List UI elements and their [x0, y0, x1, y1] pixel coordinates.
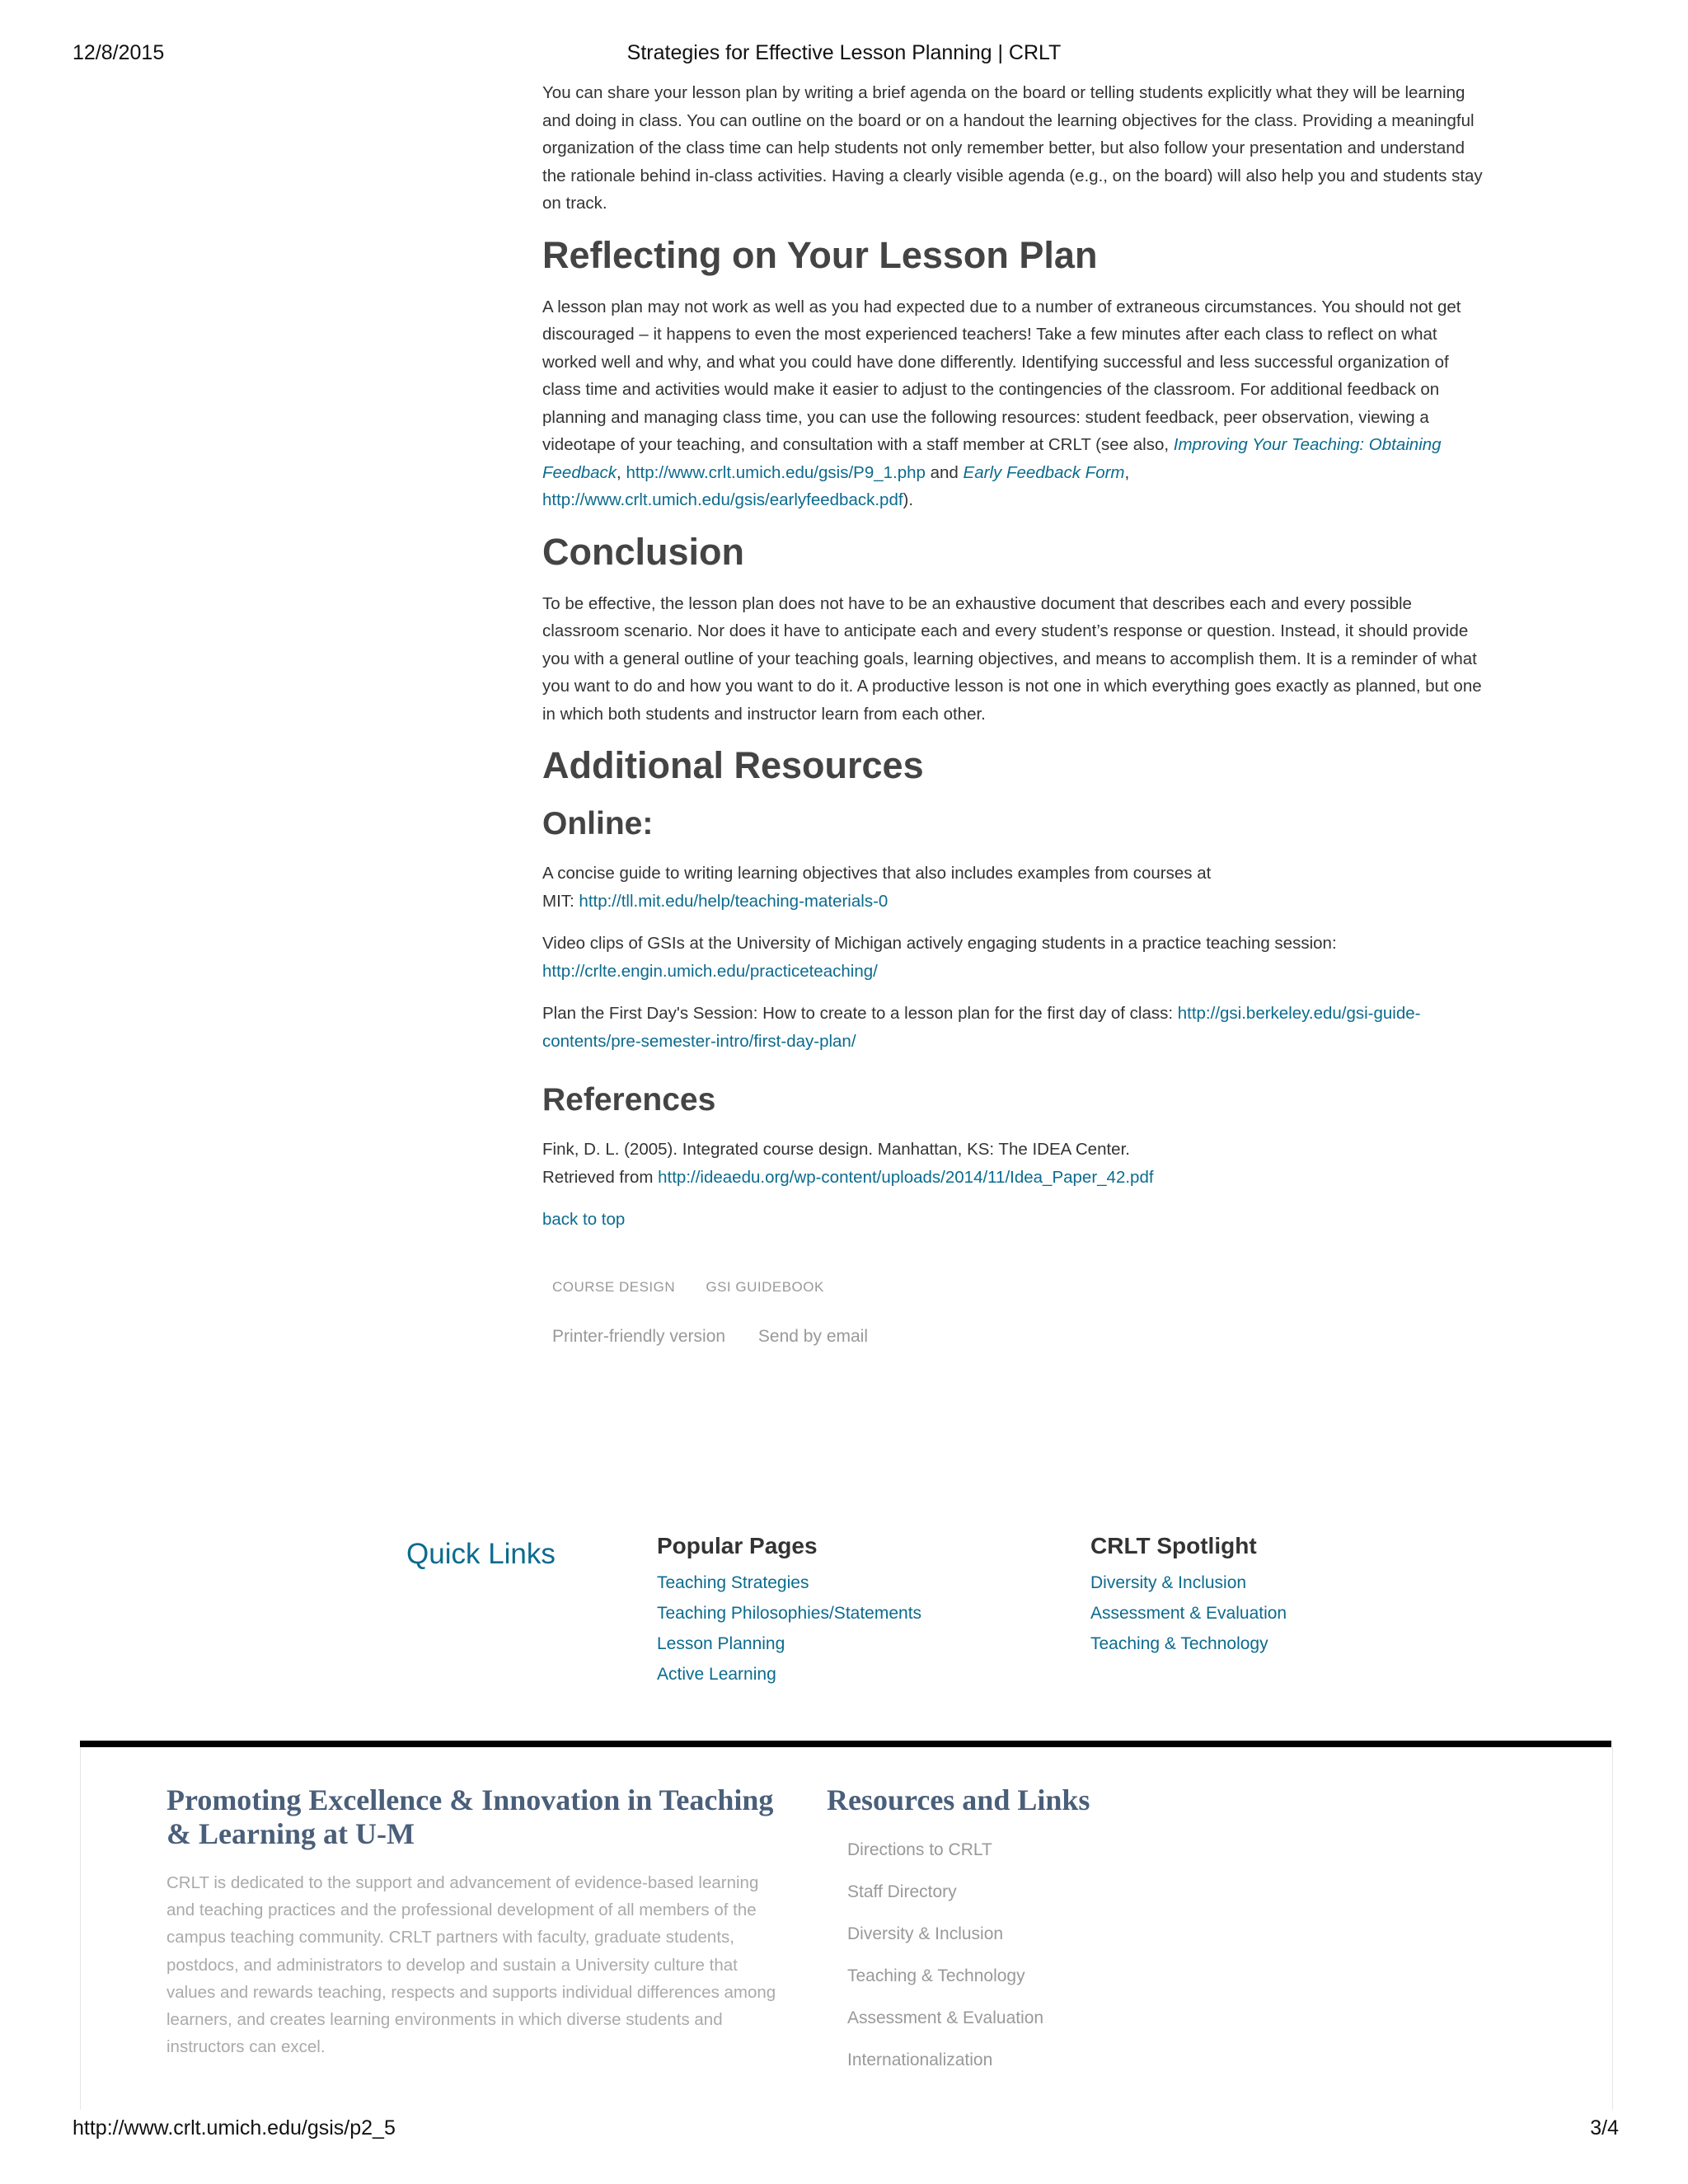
conclusion-heading: Conclusion [542, 530, 744, 573]
print-header [0, 41, 1688, 74]
print-title: Strategies for Effective Lesson Planning | CRLT [626, 41, 1062, 64]
p9-1-url-link[interactable]: http://www.crlt.umich.edu/gsis/P9_1.php [626, 462, 926, 482]
reflecting-paragraph: A lesson plan may not work as well as you had expected due to a number of extraneous circumstances. You should not get discouraged – it happens to even the most experienced teachers! Take a few minutes after each class to reflect on what worked well and why, and what you could have done differently. Identifying successful and less successful organization of class time and activities would make it easier to adjust to the contingencies of the classroom. For additional feedback on planning and managing class time, you can use the following resources: student feedback, peer observation, viewing a videotape of your teaching, and consultation with a staff member at CRLT (see also, Improving Your Teaching: Obtaining Feedback, http://www.crlt.umich.edu/gsis/P9_1.php and Early Feedback Form, http://www.crlt.umich.edu/gsis/earlyfeedback.pdf). [542, 297, 1461, 509]
reference-fink: Fink, D. L. (2005). Integrated course design. Manhattan, KS: The IDEA Center. Retrieved from http://ideaedu.org/wp-content/uploads/2014/11/Idea_Paper_42.pdf [542, 1140, 1154, 1187]
footer-resources [827, 1783, 1321, 2081]
print-date: 12/8/2015 [73, 41, 165, 64]
footer-link-staff[interactable]: Staff Directory [847, 1882, 957, 1901]
back-to-top-wrap [542, 1206, 1487, 1234]
resources-heading: Resources and Links [827, 1783, 1090, 1816]
mission-heading: Promoting Excellence & Innovation in Teaching & Learning at U-M [166, 1783, 774, 1850]
spotlight-link-technology[interactable]: Teaching & Technology [1090, 1634, 1268, 1653]
popular-pages-heading: Popular Pages [657, 1533, 818, 1558]
quick-links-title: Quick Links [406, 1538, 556, 1570]
send-by-email-link[interactable]: Send by email [757, 1326, 868, 1346]
popular-link-philosophies[interactable]: Teaching Philosophies/Statements [657, 1604, 922, 1623]
spotlight-heading: CRLT Spotlight [1090, 1533, 1257, 1558]
tag-list [542, 1279, 1487, 1296]
back-to-top-link[interactable]: back to top [542, 1210, 626, 1229]
additional-resources-heading: Additional Resources [542, 744, 924, 786]
tag-gsi-guidebook[interactable]: GSI GUIDEBOOK [706, 1278, 824, 1295]
reflecting-heading: Reflecting on Your Lesson Plan [542, 233, 1098, 276]
idea-paper-link[interactable]: http://ideaedu.org/wp-content/uploads/2014/11/Idea_Paper_42.pdf [658, 1167, 1154, 1187]
spotlight-link-assessment[interactable]: Assessment & Evaluation [1090, 1604, 1287, 1623]
earlyfeedback-url-link[interactable]: http://www.crlt.umich.edu/gsis/earlyfeedback.pdf [542, 490, 903, 509]
main-content [542, 79, 1487, 1347]
footer-divider [80, 1741, 1611, 1747]
printer-friendly-link[interactable]: Printer-friendly version [552, 1326, 726, 1346]
spotlight-link-diversity[interactable]: Diversity & Inclusion [1090, 1573, 1247, 1592]
conclusion-paragraph: To be effective, the lesson plan does not have to be an exhaustive document that describes each and every possible classroom scenario. Nor does it have to anticipate each and every student’s response or question. Instead, it should provide you with a general outline of your teaching goals, learning objectives, and means to accomplish them. It is a reminder of what you want to do and how you want to do it. A productive lesson is not one in which everything goes exactly as planned, but one in which both students and instructor learn from each other. [542, 593, 1482, 724]
footer-link-directions[interactable]: Directions to CRLT [847, 1840, 992, 1859]
popular-pages [657, 1533, 921, 1690]
resource-video: Video clips of GSIs at the University of Michigan actively engaging students in a practice teaching session: http://crlte.engin.umich.edu/practiceteaching/ [542, 934, 1337, 981]
improving-teaching-link[interactable]: Improving Your Teaching: Obtaining Feedback [542, 435, 1442, 482]
site-footer [80, 1747, 1613, 2110]
popular-link-teaching-strategies[interactable]: Teaching Strategies [657, 1573, 809, 1592]
mit-link[interactable]: http://tll.mit.edu/help/teaching-materials-0 [579, 891, 889, 911]
footer-mission [166, 1783, 776, 2060]
print-page-number: 3/4 [1590, 2116, 1619, 2139]
resource-mit: A concise guide to writing learning objectives that also includes examples from courses at MIT: http://tll.mit.edu/help/teaching-materials-0 [542, 864, 1212, 911]
footer-link-diversity[interactable]: Diversity & Inclusion [847, 1924, 1004, 1943]
page-actions [542, 1327, 1487, 1347]
footer-link-technology[interactable]: Teaching & Technology [847, 1966, 1025, 1985]
online-heading: Online: [542, 806, 654, 841]
print-url: http://www.crlt.umich.edu/gsis/p2_5 [73, 2116, 396, 2139]
practiceteaching-link[interactable]: http://crlte.engin.umich.edu/practiceteaching/ [542, 961, 878, 981]
footer-link-assessment[interactable]: Assessment & Evaluation [847, 2008, 1044, 2027]
intro-paragraph: You can share your lesson plan by writing a brief agenda on the board or telling students explicitly what they will be learning and doing in class. You can outline on the board or on a handout the learning objectives for the class. Providing a meaningful organization of the class time can help students not only remember better, but also follow your presentation and understand the rationale behind in-class activities. Having a clearly visible agenda (e.g., on the board) will also help you and students stay on track. [542, 83, 1483, 213]
crlt-spotlight [1090, 1533, 1287, 1659]
popular-link-lesson-planning[interactable]: Lesson Planning [657, 1634, 785, 1653]
footer-link-internationalization[interactable]: Internationalization [847, 2050, 993, 2069]
first-day-plan-link[interactable]: http://gsi.berkeley.edu/gsi-guide-contents/pre-semester-intro/first-day-plan/ [542, 1004, 1421, 1051]
tag-course-design[interactable]: COURSE DESIGN [552, 1278, 676, 1295]
popular-link-active-learning[interactable]: Active Learning [657, 1665, 776, 1684]
mission-text: CRLT is dedicated to the support and advancement of evidence-based learning and teaching practices and the professional development of all members of the campus teaching community. CRLT partners with faculty, graduate students, postdocs, and administrators to develop and sustain a University culture that values and rewards teaching, respects and supports individual differences among learners, and creates learning environments in which diverse students and instructors can excel. [166, 1873, 776, 2057]
references-heading: References [542, 1082, 716, 1118]
resource-first-day: Plan the First Day's Session: How to create to a lesson plan for the first day of class: http://gsi.berkeley.edu/gsi-guide-contents/pre-semester-intro/first-day-plan/ [542, 1004, 1421, 1051]
early-feedback-link[interactable]: Early Feedback Form [963, 462, 1125, 482]
